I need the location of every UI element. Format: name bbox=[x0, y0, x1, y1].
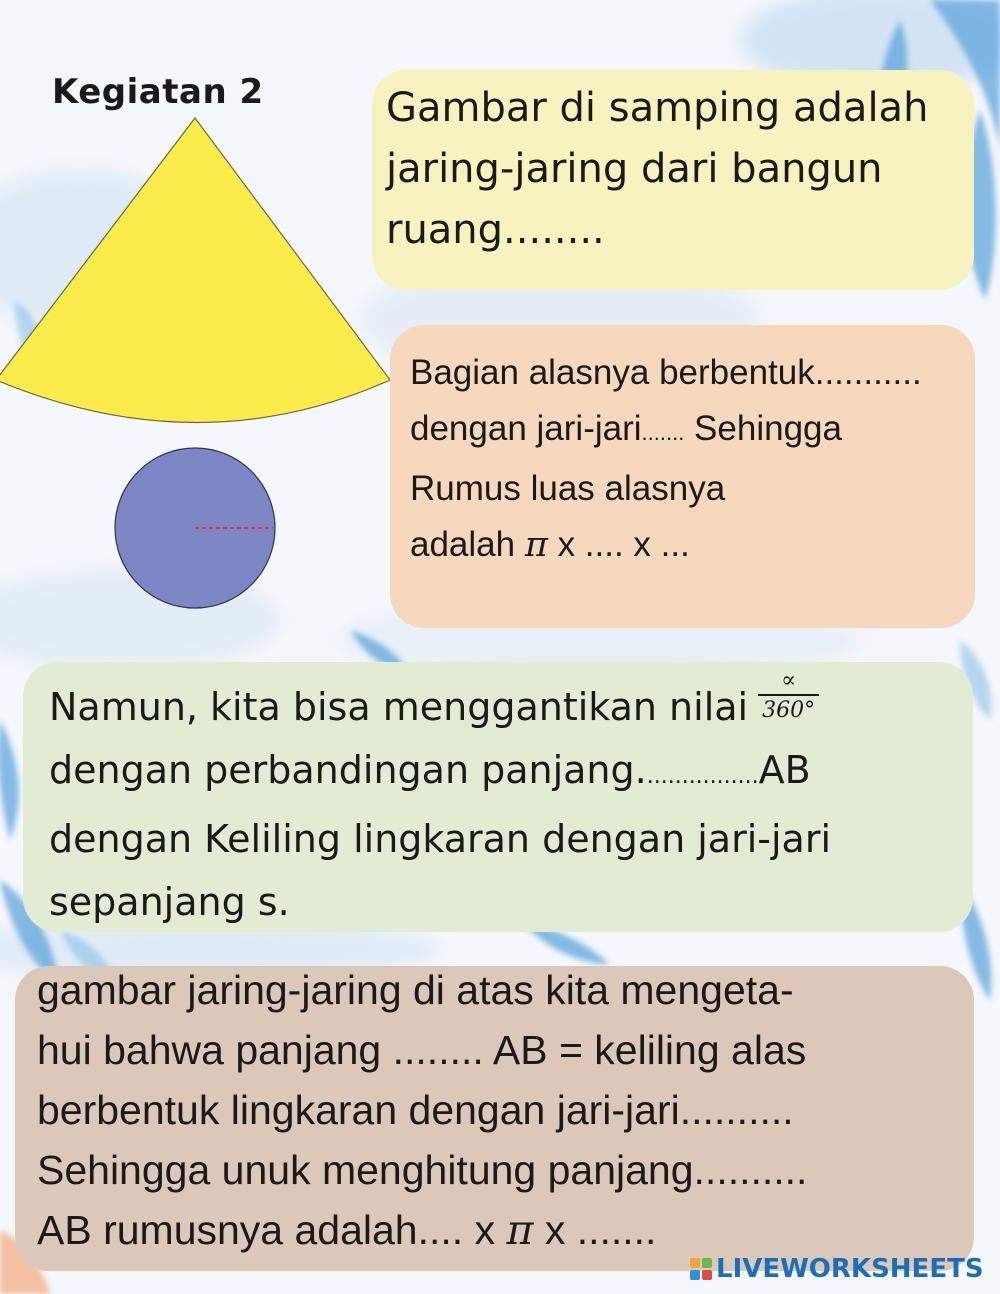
question-box-ratio bbox=[23, 662, 973, 932]
logo-grid-icon bbox=[690, 1258, 712, 1280]
angle-fraction: $\frac{\propto}{360^\circ}$ bbox=[758, 668, 819, 724]
cone-net-figure bbox=[0, 110, 400, 620]
cone-sector bbox=[0, 118, 390, 423]
text-line: sepanjang s. bbox=[49, 880, 290, 924]
activity-title: Kegiatan 2 bbox=[52, 72, 264, 112]
logo-text: LIVEWORKSHEETS bbox=[716, 1254, 984, 1284]
text-line: Namun, kita bisa menggantikan nilai $\frac{\propto}{360^\circ}$ bbox=[49, 676, 943, 739]
question-box-shape bbox=[372, 70, 974, 290]
question-box-base bbox=[390, 325, 975, 628]
liveworksheets-logo bbox=[690, 1252, 984, 1286]
text-line: berbentuk lingkaran dengan jari-jari.......... bbox=[37, 1087, 794, 1133]
pi-symbol: π bbox=[506, 1206, 534, 1254]
text-line: jaring-jaring dari bangun bbox=[386, 146, 883, 192]
text-line: adalah π x .... x ... bbox=[410, 525, 690, 565]
text-line: hui bahwa panjang ........ AB = keliling alas bbox=[37, 1027, 807, 1073]
text-line: dengan jari-jari....... Sehingga bbox=[410, 409, 842, 448]
text-line: dengan perbandingan panjang.................AB bbox=[49, 748, 811, 792]
pi-symbol: π bbox=[524, 525, 548, 565]
text-line: dengan Keliling lingkaran dengan jari-jari bbox=[49, 817, 832, 861]
text-line: AB rumusnya adalah.... x π x ....... bbox=[37, 1206, 657, 1254]
text-line: ruang........ bbox=[386, 207, 605, 253]
text-line: gambar jaring-jaring di atas kita mengeta- bbox=[37, 967, 794, 1013]
text-line: Sehingga unuk menghitung panjang.......... bbox=[37, 1147, 808, 1193]
text-line: Bagian alasnya berbentuk........... bbox=[410, 353, 922, 392]
text-line: Gambar di samping adalah bbox=[386, 85, 929, 131]
text-line: Rumus luas alasnya bbox=[410, 469, 726, 508]
question-box-arc bbox=[15, 966, 974, 1271]
